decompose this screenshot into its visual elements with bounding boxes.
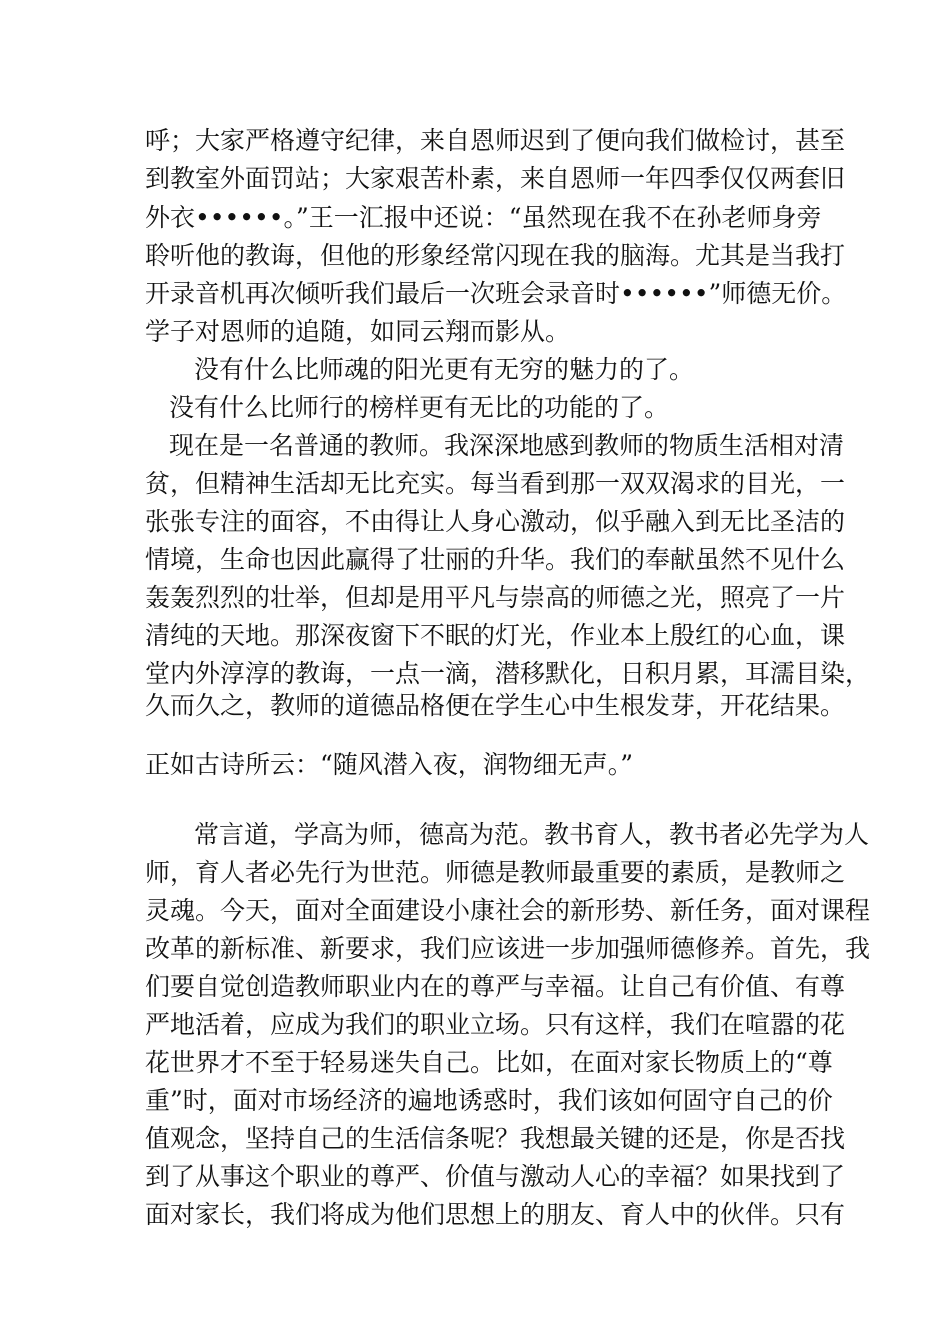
text-line-model: 没有什么比师行的榜样更有无比的功能的了。: [169, 393, 670, 422]
text-line-sun: 没有什么比师魂的阳光更有无穷的魅力的了。: [194, 355, 695, 384]
text-line: 呼；大家严格遵守纪律，来自恩师迟到了便向我们做检讨，甚至: [145, 126, 846, 155]
text-line: 聆听他的教诲，但他的形象经常闪现在我的脑海。尤其是当我打: [145, 241, 846, 270]
text-line: 们要自觉创造教师职业内在的尊严与幸福。让自己有价值、有尊: [145, 972, 846, 1001]
text-line: 贫，但精神生活却无比充实。每当看到那一双双渴求的目光，一: [145, 469, 846, 498]
text-line: 灵魂。今天，面对全面建设小康社会的新形势、新任务，面对课程: [145, 896, 871, 925]
text-line: 开录音机再次倾听我们最后一次班会录音时••••••”师德无价。: [145, 279, 847, 308]
text-line: 现在是一名普通的教师。我深深地感到教师的物质生活相对清: [169, 431, 845, 460]
text-line: 久而久之，教师的道德品格便在学生心中生根发芽，开花结果。: [145, 691, 846, 720]
text-line: 学子对恩师的追随，如同云翔而影从。: [145, 317, 571, 346]
text-line: 花世界才不至于轻易迷失自己。比如，在面对家长物质上的“尊: [145, 1048, 833, 1077]
text-line: 师，育人者必先行为世范。师德是教师最重要的素质，是教师之: [145, 858, 846, 887]
text-line: 堂内外淳淳的教诲，一点一滴，潜移默化，日积月累，耳濡目染，: [145, 659, 871, 688]
text-line: 张张专注的面容，不由得让人身心激动，似乎融入到无比圣洁的: [145, 507, 846, 536]
text-line-poem: 正如古诗所云：“随风潜入夜，润物细无声。”: [145, 750, 634, 779]
text-line: 常言道，学高为师，德高为范。教书育人，教书者必先学为人: [194, 820, 870, 849]
text-line: 改革的新标准、新要求，我们应该进一步加强师德修养。首先，我: [145, 934, 871, 963]
text-line: 到教室外面罚站；大家艰苦朴素，来自恩师一年四季仅仅两套旧: [145, 164, 846, 193]
text-line: 到了从事这个职业的尊严、价值与激动人心的幸福？如果找到了: [145, 1162, 846, 1191]
text-line: 严地活着，应成为我们的职业立场。只有这样，我们在喧嚣的花: [145, 1010, 846, 1039]
text-line: 情境，生命也因此赢得了壮丽的升华。我们的奉献虽然不见什么: [145, 545, 846, 574]
text-line: 清纯的天地。那深夜窗下不眠的灯光，作业本上殷红的心血，课: [145, 621, 846, 650]
text-line: 值观念，坚持自己的生活信条呢？我想最关键的还是，你是否找: [145, 1124, 846, 1153]
text-line: 轰轰烈烈的壮举，但却是用平凡与崇高的师德之光，照亮了一片: [145, 583, 846, 612]
text-line: 外衣••••••。”王一汇报中还说：“虽然现在我不在孙老师身旁: [145, 203, 822, 232]
text-line: 重”时，面对市场经济的遍地诱惑时，我们该如何固守自己的价: [145, 1086, 833, 1115]
text-line: 面对家长，我们将成为他们思想上的朋友、育人中的伙伴。只有: [145, 1200, 846, 1229]
